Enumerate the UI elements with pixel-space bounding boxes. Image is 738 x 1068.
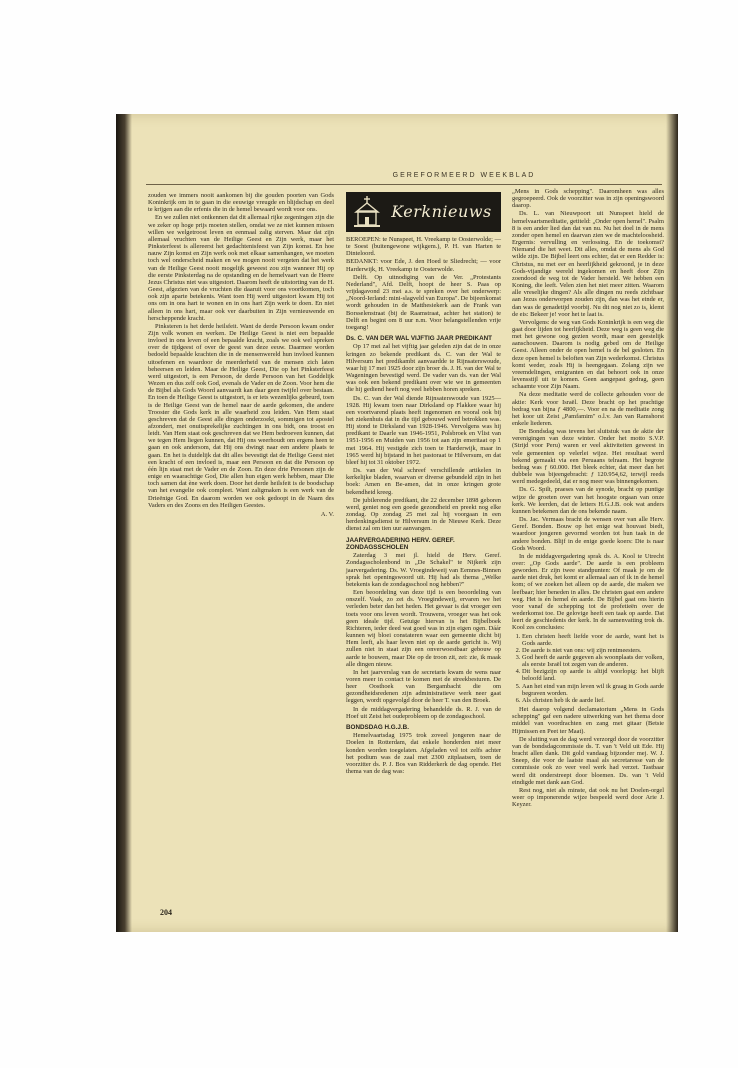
paragraph: Ds. van der Wal schreef verschillende artikelen in kerkelijke bladen, waarvan er diverse gebundeld zijn in het boek: Amen en Be-amen, dat in onze kringen grote bekendheid kreeg. (346, 467, 501, 496)
paragraph: Zaterdag 3 mei jl. hield de Herv. Geref. Zondagsscholenbond in „De Schakel" te Nijkerk zijn jaarvergadering. Ds. W. Vroegindeweij van Eemnes-Binnen sprak het openingswoord uit. Hij had als thema „Welke betekenis kan de zondagsschool nog hebben?" (346, 552, 501, 588)
page-edge-shadow (666, 114, 678, 932)
paragraph: In de middagvergadering behandelde ds. R. J. van de Hoef uit Zeist het oudeprobleem op de zondagsschool. (346, 705, 501, 720)
header-rule (146, 184, 662, 185)
paragraph: Hemelvaartsdag 1975 trok zoveel jongeren naar de Doelen in Rotterdam, dat enkele honderden niet meer konden worden toegelaten. Afgeladen vol tot zelfs achter het podium was de zaal met 2300 zitplaatsen, toen de voorzitter ds. P. J. Bos van Ridderkerk de dag opende. Het thema van de dag was: (346, 732, 501, 776)
paragraph: In het jaarverslag van de secretaris kwam de wens naar voren meer in contact te komen met de streekbesturen. De heer Oosthoek van Bergambacht die om gezondheidsredenen zijn administratieve werk neer gaat leggen, wordt opgevolgd door de heer T. van den Broek. (346, 668, 501, 705)
column-3 (512, 188, 664, 809)
article-heading: BONDSDAG H.G.J.B. (346, 723, 409, 731)
paragraph: Pinksteren is het derde heilsfeit. Want de derde Persoon kwam onder Zijn volk wonen en werken. De Heilige Geest is niet een bepaalde invloed in ons leven of een bepaalde kracht, zoals we ook wel spreken over de tijdgeest of over de geest van deze eeuw. Daarmee worden bedoeld bepaalde krachten die in de mensenwereld hun invloed kunnen uitoefenen en waardoor de meerderheid van de mensen zich laten beheersen en leiden. Maar de Heilige Geest, Die op het Pinksterfeest werd uitgestort, is een Persoon, de derde Persoon van het Goddelijk Wezen en dus zelf ook God, evenals de Vader en de Zoon. Voor hem die de Bijbel als Gods Woord aanvaardt kan daar geen twijfel over bestaan. En toen de Heilige Geest is uitgestort, is er iets wezenlijks gebeurd, toen is de Heilige Geest van de hemel naar de aarde gekomen, die andere Trooster die Gods kerk in alle waarheid zou leiden. Van Hem staat geschreven dat de Geest alle dingen onderzoekt, sommigen tot apostel afzondert, met onuitsprekelijke zuchtingen in ons bidt, ons troost en leidt. Van Hem staat ook geschreven dat we Hem bedroeven kunnen, dat we tegen Hem liegen kunnen, dat Hij ons weerhoudt om ergens heen te gaan en ook andersom, dat Hij ons dwingt naar een andere plaats te gaan. En het is duidelijk dat dit alles bevestigt dat de Heilige Geest niet een kracht of een invloed is, maar een Persoon en dat die Persoon op één lijn staat met de Vader en de Zoon. En deze drie Personen zijn de enige en waarachtige God, Die allen hun eigen werk hebben, maar Die toch samen dat ène werk doen. Door het derde heilsfeit is de boodschap van het evangelie ook compleet. Want zaligmaken is een werk van de Drieënige God. En daarom worden we ook gedoopt in de Naam des Vaders en des Zoons en des Heiligen Geestes. (148, 322, 334, 509)
paragraph: In de middagvergadering sprak ds. A. Kool te Utrecht over: „Op Gods aarde". De aarde is een probleem geworden. Er zijn twee standpunten: Of maak je om de aarde niet druk, het komt er allemaal aan of ik in de hemel kom; of we zoeken het alleen op de aarde, die maken we leefbaar; hier beneden in alles. De christen gaat een andere weg. Het is én hemel én aarde. De Bijbel gaat ons hierin voor vanaf de schepping tot de profetieën over de wederkomst toe. De gelovige heeft een taak op aarde. Dat leert de geschiedenis der kerk. In de samenvatting trok ds. Kool zes conclusies: (512, 552, 664, 632)
paragraph: Een beoordeling van deze tijd is een beoordeling van onszelf. Vaak, zo zei ds. Vroegindeweij, ervaren we het verleden beter dan het heden. Het gevaar is dat vroeger een toets voor ons leven wordt. Trouwens, vroeger was het ook geen ideale tijd. Getuige hiervan is het Bijbelboek Richteren, ieder deed wat goed was in zijn eigen ogen. Dáár kunnen wij bloei constateren waar een gemeente dicht bij Hem leeft, als haar leven niet op de aarde gericht is. Wij zullen niet in staat zijn een onverwoestbaar gebouw op aarde te bouwen, maar Die op de troon zit, zei: zie, ik maak alle dingen nieuw. (346, 589, 501, 668)
column-1 (148, 192, 334, 518)
paragraph: De sluiting van de dag werd verzorgd door de voorzitter van de bondsdagcommissie ds. T. van 't Veld uit Ede. Hij bracht allen dank. Dit gold vandaag bijzonder mej. W. J. Sneep, die voor de laatste maal als secretaresse van de commissie ook zo veer veel werk had verzet. Tastbaar werd dit onderstreept door bloemen. Ds. van 't Veld eindigde met dank aan God. (512, 735, 664, 786)
paragraph: Ds. L. van Nieuwpoort uit Nunspeet hield de hemelvaartsmeditatie, getiteld: „Onder open hemel". Psalm 8 is een ander lied dan dat van nu. Nu het doel in de mens zonder open hemel en daarvan zien we de machteloosheid. Ergernis: vervulling en verlossing. En de toekomst? Niemand die het weet. Dit alles, omdat de mens als God wilde zijn. De Bijbel leert ons echter, dat er een Redder is: Christus, nu met eer en heerlijkheid gekroond, je in deze Gods-vijandige wereld ingekomen en heeft door Zijn zoendood de weg tot de Vader hersteld. We hebben een Koning, die leeft. Velen zien het niet meer zitten. Waarom alle vreselijke dingen? Als alle dingen nu reeds zichtbaar aan Jezus onderworpen zouden zijn, dan was het einde er, dan was de genadetijd voorbij. Nu dit nog niet zo is, klemt de eis: Bekeer je! voor het te laat is. (512, 210, 664, 318)
paragraph: De Bondsdag was tevens het sluitstuk van de aktie der verenigingen van deze winter. Onder het motto S.V.P. (Strijd voor Peru) waren er veel aktiviteiten geweest in vele gemeenten op velerlei wijze. Het resultaat werd bekend gemaakt via een Peruaans telraam. Het begrote bedrag was ƒ 60.000. Het bleek echter, dat meer dan het dubbele was bijeengebracht: ƒ 120.954,62, terwijl reeds werd medegedeeld, dat er nog meer was binnengekomen. (512, 428, 664, 486)
page-number: 204 (160, 908, 172, 917)
running-header: GEREFORMEERD WEEKBLAD (392, 172, 536, 179)
paragraph: En we zullen niet ontkennen dat dit allemaal rijke zegeningen zijn die we zeker op hoge prijs moeten stellen, omdat we ze niet kunnen missen willen we welgetroost leven en eenmaal zalig sterven. Maar dat zijn allemaal vruchten van de Heilige Geest en Zijn werk, maar het Pinksterfeest is allereerst het gedachtenisfeest van Zijn komst. En hoe nauw Zijn komst en Zijn werk ook met elkaar samenhangen, we moeten toch wel onderscheid maken en we mogen nooit vergeten dat het werk van de Heilige Geest nooit mogelijk geweest zou zijn wanneer Hij op die eerste Pinksterdag na de opstanding en de hemelvaart van de Heere Jezus Christus niet was uitgestort. Daarom heeft de uitstorting van de H. Geest, afgezien van de vruchten die daaruit voor ons voortkomen, toch ook zijn aparte betekenis. Want toen Hij werd uitgestort kwam Hij tot ons om in ons hart te wonen en in ons hart Zijn werk te doen. En niet alleen in ons hart, maar ook ver daarbuiten in Zijn vernieuwende en herscheppende kracht. (148, 214, 334, 322)
section-title: Kerknieuws (391, 202, 492, 222)
paragraph: Ds. C. van der Wal diende Rijnsaterswoude van 1925—1928. Hij kwam toen naar Dirksland op Flakkee waar hij een voortvarend plaats heeft ingenomen en vooral ook bij het ziekenhuis dat in die tijd gebouwd werd betrokken was. Hij stond te Dirksland van 1928-1946. Vervolgens was hij predikant te Daarle van 1946-1951, Polsbroek en Vlist van 1951-1956 en Muiden van 1956 tot aan zijn emeritaat op 1 mei 1964. Hij vestigde zich toen te Harderwijk, maar in 1965 werd hij bijstand in het pastoraat te Hilversum, en dat bleef hij tot 31 oktober 1972. (346, 394, 501, 466)
list-item: 4. Dit bezigzijn op aarde is altijd voorlopig: het blijft beloofd land. (522, 668, 664, 682)
scanned-page (116, 114, 678, 932)
paragraph: De jubilerende predikant, die 22 december 1898 geboren werd, geniet nog een goede gezondheid en preekt nog elke zondag. Op zondag 25 mei zal hij voorgaan in een herdenkingsdienst te Hilversum in de Nieuwe Kerk. Deze dienst zal om tien uur aanvangen. (346, 496, 501, 533)
church-emblem-icon (352, 195, 382, 229)
column-2 (346, 192, 501, 776)
list-item: 2. De aarde is niet van ons: wij zijn rentmeesters. (522, 647, 664, 654)
list-item: 5. Aan het eind van mijn leven wil ik graag in Gods aarde begraven worden. (522, 683, 664, 697)
list-item: 3. God heeft de aarde gegeven als woonplaats der volken, als eerste Israël tot zegen van de anderen. (522, 654, 664, 668)
kerknieuws-banner (346, 192, 501, 232)
paragraph: Op 17 mei zal het vijftig jaar geleden zijn dat de in onze kringen zo bekende predikant ds. C. van der Wal te Hilversum het predikambt aanvaardde te Rijnsaterswoude, waar hij 17 mei 1925 door zijn broer ds. J. H. van der Wal te Wageningen bevestigd werd. De vader van ds. van der Wal was ook een bekend predikant over wie we in gemeenten die hij gediend heeft nog veel hebben horen spreken. (346, 343, 501, 394)
paragraph: Het daarop volgend declamatorium „Mens in Gods schepping" gaf een nadere uitwerking van het thema door middel van voordrachten en zang met gitaar (Betsie Hijmissen en Peet ter Maat). (512, 706, 664, 735)
paragraph: „Mens in Gods schepping". Daaromheen was alles gegroepeerd. Ook de voorzitter was in zijn openingswoord daarop. (512, 188, 664, 210)
paragraph: Ds. G. Spilt, praeses van de synode, bracht op puntige wijze de groeten over van het hoogste orgaan van onze kerk. We leerden, dat de letters H.G.J.B. ook wat anders kunnen betekenen dan de ons bekende naam. (512, 486, 664, 515)
bedankt-text: BEDANKT: voor Ede, J. den Hoed te Sliedrecht; — voor Harderwijk, H. Vreekamp te Oosterwolde. (346, 258, 501, 273)
beroepen-text: BEROEPEN: te Nunspeet, H. Vreekamp te Oosterwolde; — te Soest (buitengewone wijkgem.), P. H. van Harten te Dinteloord. (346, 236, 501, 258)
paragraph: zouden we immers nooit aankomen bij die gouden poorten van Gods Koninkrijk om in te gaan in die eeuwige vreugde en blijdschap en deel te krijgen aan die erfenis die in de hemel bewaard wordt voor ons. (148, 192, 334, 214)
conclusions-list (512, 633, 664, 705)
paragraph: Vervolgens: de weg van Gods Koninkrijk is een weg die gaat door lijden tot heerlijkheid. Deze weg is geen weg die met het gewone oog gezien wordt, maar een geestelijk aanschouwen. Daarom is nodig gebed om de Heilige Geest. Alleen onder de open hemel is de bel gesloten. En deze open hemel is beloften van Zijn wederkomst. Christus komt weder, zoals Hij is heengegaan. Zolang zijn we vreemdelingen, emigranten en dat behoort ook in onze levensstijl uit te komen. Geen aangepast gedrag, geen schaamte voor Zijn Naam. (512, 318, 664, 391)
paragraph: Ds. Jac. Vermaas bracht de wensen over van alle Herv. Geref. Bonden. Bouw op het enige wat houvast biedt, waardoor jongeren gevormd worden tot hun taak in de andere bonden. Blijf in de enige goede koers: Die is naar Gods Woord. (512, 516, 664, 552)
paragraph: Na deze meditatie werd de collecte gehouden voor de aktie: Kerk voor Israël. Deze bracht op het prachtige bedrag van bijna ƒ 4800,—. Voor en na de meditatie zong het koor uit Zeist „Pamfamim" o.l.v. Jan van Ramshorst enkele liederen. (512, 391, 664, 427)
delft-notice: Delft. Op uitnodiging van de Ver. „Protestants Nederland", Afd. Delft, hoopt de heer S. Paas op vrijdagavond 23 mei a.s. te spreken over het onderwerp: „Noord-Ierland: mini-slagveld van Europa". De bijeenkomst wordt gehouden in de Matthesiekerk aan de Frank van Borsselenstraat (bij de Raamstraat, achter het station) te Delft en begint om 8 uur n.m. Voor belangstellenden vrije toegang! (346, 273, 501, 331)
list-item: 6. Als christen heb ik de aarde lief. (522, 697, 664, 704)
article-heading: Ds. C. VAN DER WAL VIJFTIG JAAR PREDIKANT (346, 335, 493, 343)
author-signature: A. V. (320, 510, 334, 518)
paragraph: Rest nog, niet als minste, dat ook nu het Doelen-orgel weer op imponerende wijze bespeeld werd door Arie J. Keyzer. (512, 786, 664, 809)
binding-shadow (116, 114, 132, 932)
article-heading: JAARVERGADERING HERV. GEREF. ZONDAGSSCHOLEN (346, 536, 455, 551)
list-item: 1. Een christen heeft liefde voor de aarde, want het is Gods aarde. (522, 633, 664, 647)
